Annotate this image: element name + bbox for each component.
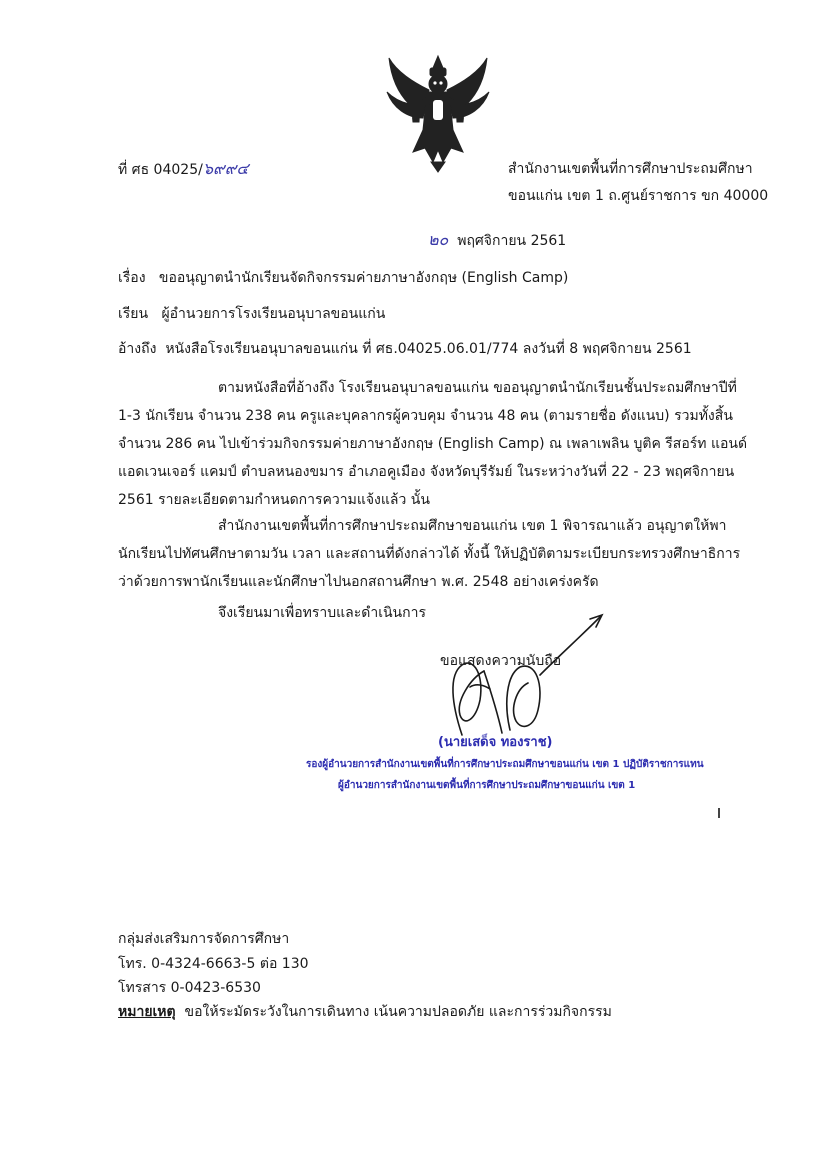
date-day-handwritten: ๒๐ xyxy=(428,230,449,249)
signer-name: (นายเสด็จ ทองราช) xyxy=(438,735,553,750)
paragraph-line: 2561 รายละเอียดตามกำหนดการความแจ้งแล้ว นั้น xyxy=(118,492,430,508)
handwritten-signature xyxy=(440,605,630,745)
reference-label: อ้างถึง xyxy=(118,341,157,357)
scan-mark xyxy=(718,808,720,818)
recipient-label: เรียน xyxy=(118,306,149,322)
garuda-emblem-icon xyxy=(383,52,493,174)
closing-sentence: จึงเรียนมาเพื่อทราบและดำเนินการ xyxy=(218,605,426,621)
body-paragraph-2 xyxy=(118,512,740,596)
paragraph-line: ว่าด้วยการพานักเรียนและนักศึกษาไปนอกสถานศึกษา พ.ศ. 2548 อย่างเคร่งครัด xyxy=(118,574,599,590)
footer-department: กลุ่มส่งเสริมการจัดการศึกษา xyxy=(118,931,290,947)
signer-title-line-2: ผู้อำนวยการสำนักงานเขตพื้นที่การศึกษาประถมศึกษาขอนแก่น เขต 1 xyxy=(338,780,636,791)
agency-name: สำนักงานเขตพื้นที่การศึกษาประถมศึกษา xyxy=(508,161,753,177)
signer-title-line-1: รองผู้อำนวยการสำนักงานเขตพื้นที่การศึกษาประถมศึกษาขอนแก่น เขต 1 ปฏิบัติราชการแทน xyxy=(306,759,704,770)
paragraph-line: จำนวน 286 คน ไปเข้าร่วมกิจกรรมค่ายภาษาอังกฤษ (English Camp) ณ เพลาเพลิน บูติค รีสอร์ท แอนด์ xyxy=(118,436,748,452)
subject-text: ขออนุญาตนำนักเรียนจัดกิจกรรมค่ายภาษาอังกฤษ (English Camp) xyxy=(158,270,569,286)
subject-label: เรื่อง xyxy=(118,270,146,286)
reference-number xyxy=(118,160,249,179)
subject-line xyxy=(118,269,568,287)
agency-address: ขอนแก่น เขต 1 ถ.ศูนย์ราชการ ขก 40000 xyxy=(508,188,769,204)
body-paragraph-1 xyxy=(118,374,747,514)
footer-note-text: ขอให้ระมัดระวังในการเดินทาง เน้นความปลอดภัย และการร่วมกิจกรรม xyxy=(184,1004,612,1020)
footer-phone: โทร. 0-4324-6663-5 ต่อ 130 xyxy=(118,956,309,972)
reference-text: หนังสือโรงเรียนอนุบาลขอนแก่น ที่ ศธ.04025.06.01/774 ลงวันที่ 8 พฤศจิกายน 2561 xyxy=(165,341,692,357)
footer-note-label: หมายเหตุ xyxy=(118,1004,176,1020)
recipient-text: ผู้อำนวยการโรงเรียนอนุบาลขอนแก่น xyxy=(161,306,386,322)
signature-greeting: ขอแสดงความนับถือ xyxy=(440,653,562,669)
reference-number-handwritten: ๖๙๙๔ xyxy=(202,159,249,178)
reference-line xyxy=(118,340,692,358)
footer-fax: โทรสาร 0-0423-6530 xyxy=(118,980,261,996)
paragraph-line: 1-3 นักเรียน จำนวน 238 คน ครูและบุคลากรผู้ควบคุม จำนวน 48 คน (ตามรายชื่อ ดังแนบ) รวมทั้งสิ้น xyxy=(118,408,733,424)
paragraph-line: แอดเวนเจอร์ แคมป์ ตำบลหนองขมาร อำเภอคูเมือง จังหวัดบุรีรัมย์ ในระหว่างวันที่ 22 - 23 พฤศจิกายน xyxy=(118,464,735,480)
reference-number-label: ที่ ศธ 04025/ xyxy=(118,162,203,178)
date-month-year: พฤศจิกายน 2561 xyxy=(457,233,567,249)
paragraph-line: นักเรียนไปทัศนศึกษาตามวัน เวลา และสถานที่ดังกล่าวได้ ทั้งนี้ ให้ปฏิบัติตามระเบียบกระทรวงศึกษาธิการ xyxy=(118,546,741,562)
paragraph-line: ตามหนังสือที่อ้างถึง โรงเรียนอนุบาลขอนแก่น ขออนุญาตนำนักเรียนชั้นประถมศึกษาปีที่ xyxy=(218,380,737,396)
paragraph-line: สำนักงานเขตพื้นที่การศึกษาประถมศึกษาขอนแก่น เขต 1 พิจารณาแล้ว อนุญาตให้พา xyxy=(218,518,727,534)
footer-note xyxy=(118,1003,612,1021)
letter-date xyxy=(428,231,566,250)
recipient-line xyxy=(118,305,385,323)
